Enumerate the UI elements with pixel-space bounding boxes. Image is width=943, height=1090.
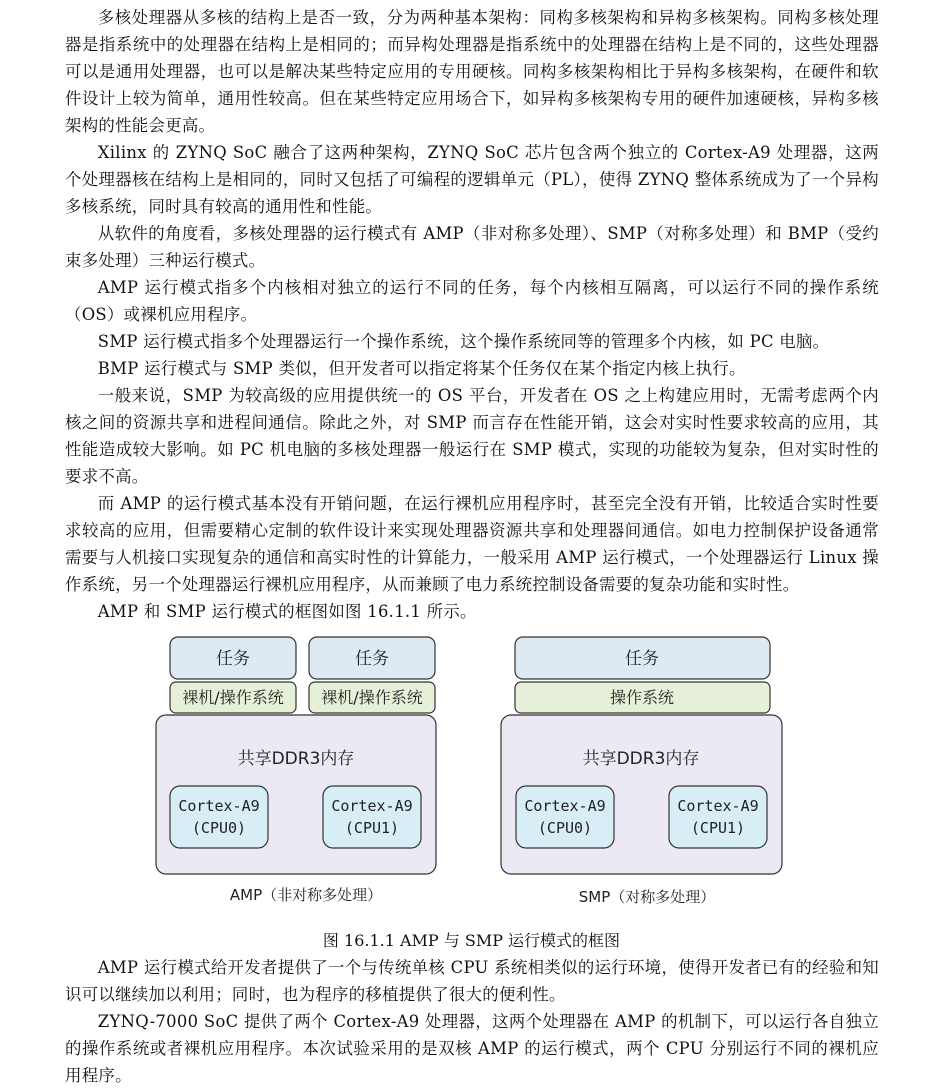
amp-cpu0-name: Cortex-A9: [178, 797, 260, 815]
smp-cpu1-name: Cortex-A9: [677, 797, 759, 815]
paragraph-amp-discussion: 而 AMP 的运行模式基本没有开销问题，在运行裸机应用程序时，甚至完全没有开销，比较适合实时性要求较高的应用，但需要精心定制的软件设计来实现处理器资源共享和处理器间通信。如电力控制保护设备通常需要与人机接口实现复杂的通信和高实时性的计算能力，一般采用 AMP 运行模式，一个处理器运行 Linux 操作系统，另一个处理器运行裸机应用程序，从而兼顾了电力系统控制设备需要的复杂功能和实时性。: [65, 494, 879, 594]
paragraph-bmp-definition: BMP 运行模式与 SMP 类似，但开发者可以指定将某个任务仅在某个指定内核上执行。: [97, 359, 746, 378]
amp-shared-memory-label: 共享DDR3内存: [237, 749, 355, 769]
paragraph-amp-benefits: AMP 运行模式给开发者提供了一个与传统单核 CPU 系统相类似的运行环境，使得开发者已有的经验和知识可以继续加以利用；同时，也为程序的移植提供了很大的便利性。: [65, 958, 879, 1004]
paragraph-zynq-soc: Xilinx 的 ZYNQ SoC 融合了这两种架构，ZYNQ SoC 芯片包含两个独立的 Cortex-A9 处理器，这两个处理器核在结构上是相同的，同时又包括了可编程的逻辑单元（PL），使得 ZYNQ 整体系统成为了一个异构多核系统，同时具有较高的通用性和性能。: [65, 143, 879, 216]
amp-cpu1-name: Cortex-A9: [331, 797, 413, 815]
amp-task-label-2: 任务: [355, 649, 389, 669]
paragraph-run-modes: 从软件的角度看，多核处理器的运行模式有 AMP（非对称多处理）、SMP（对称多处理）和 BMP（受约束多处理）三种运行模式。: [65, 224, 879, 270]
paragraph-smp-definition: SMP 运行模式指多个处理器运行一个操作系统，这个操作系统同等的管理多个内核，如 PC 电脑。: [97, 332, 830, 351]
figure-caption: 图 16.1.1 AMP 与 SMP 运行模式的框图: [322, 931, 621, 950]
amp-cpu0-id: (CPU0): [191, 819, 247, 837]
smp-diagram-label: SMP（对称多处理）: [578, 888, 716, 906]
paragraph-zynq-7000: ZYNQ-7000 SoC 提供了两个 Cortex-A9 处理器，这两个处理器在 AMP 的机制下，可以运行各自独立的操作系统或者裸机应用程序。本次试验采用的是双核 AMP 的运行模式，两个 CPU 分别运行不同的裸机应用程序。: [65, 1012, 879, 1085]
smp-task-label: 任务: [625, 649, 659, 669]
smp-cpu1-box: [669, 786, 767, 848]
smp-diagram: [501, 637, 782, 906]
smp-cpu0-box: [516, 786, 614, 848]
smp-cpu1-id: (CPU1): [690, 819, 746, 837]
amp-diagram: [156, 637, 436, 904]
amp-cpu1-box: [323, 786, 421, 848]
smp-os-label: 操作系统: [609, 688, 675, 707]
amp-smp-block-diagram: [0, 628, 943, 918]
paragraph-smp-discussion: 一般来说，SMP 为较高级的应用提供统一的 OS 平台，开发者在 OS 之上构建应用时，无需考虑两个内核之间的资源共享和进程间通信。除此之外，对 SMP 而言存在性能开销，这会对实时性要求较高的应用，其性能造成较大影响。如 PC 机电脑的多核处理器一般运行在 SMP 模式，实现的功能较为复杂，但对实时性的要求不高。: [65, 386, 879, 486]
smp-cpu0-id: (CPU0): [537, 819, 593, 837]
paragraph-amp-definition: AMP 运行模式指多个内核相对独立的运行不同的任务，每个内核相互隔离，可以运行不同的操作系统（OS）或裸机应用程序。: [65, 278, 879, 324]
paragraph-figure-reference: AMP 和 SMP 运行模式的框图如图 16.1.1 所示。: [97, 602, 477, 621]
smp-cpu0-name: Cortex-A9: [524, 797, 606, 815]
amp-os-label-2: 裸机/操作系统: [321, 688, 423, 707]
paragraph-multicore-architecture: 多核处理器从多核的结构上是否一致，分为两种基本架构：同构多核架构和异构多核架构。同构多核处理器是指系统中的处理器在结构上是相同的；而异构处理器是指系统中的处理器在结构上是不同的，这些处理器可以是通用处理器，也可以是解决某些特定应用的专用硬核。同构多核架构相比于异构多核架构，在硬件和软件设计上较为简单，通用性较高。但在某些特定应用场合下，如异构多核架构专用的硬件加速硬核，异构多核架构的性能会更高。: [65, 8, 879, 135]
smp-shared-memory-label: 共享DDR3内存: [582, 749, 700, 769]
amp-task-label-1: 任务: [216, 649, 250, 669]
amp-os-label-1: 裸机/操作系统: [182, 688, 284, 707]
amp-cpu0-box: [170, 786, 268, 848]
amp-cpu1-id: (CPU1): [344, 819, 400, 837]
amp-diagram-label: AMP（非对称多处理）: [229, 886, 383, 904]
